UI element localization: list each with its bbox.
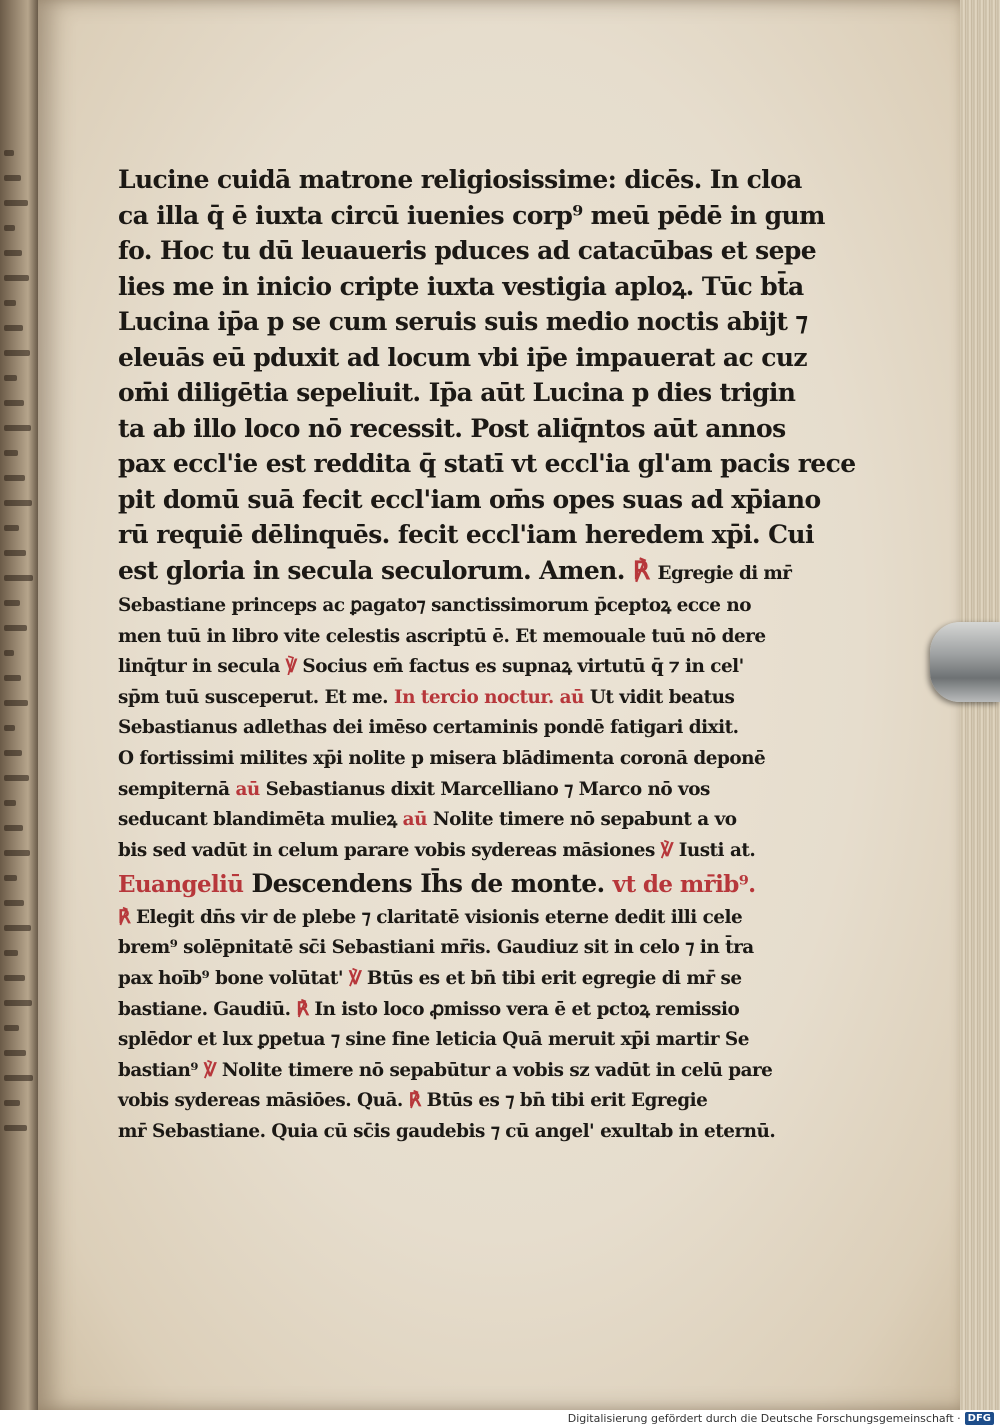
adjacent-text-fragment <box>4 600 20 606</box>
text-line: lies me in inicio cripte iuxta vestigia aploꝝ. Tūc bt̄a <box>118 271 804 301</box>
adjacent-text-fragment <box>4 950 18 956</box>
adjacent-text-fragment <box>4 700 28 706</box>
text-line <box>118 836 758 867</box>
line-text: Iusti at. <box>672 839 756 861</box>
text-line: Lucine cuidā matrone religiosissime: dicēs. In cloa <box>118 165 802 194</box>
text-line <box>118 903 758 934</box>
line-text: bastiane. Gaudiū. <box>118 998 297 1020</box>
adjacent-text-fragment <box>4 375 17 381</box>
rubric-text: In tercio noctur. aū <box>394 686 584 708</box>
adjacent-text-fragment <box>4 450 18 456</box>
adjacent-text-fragment <box>4 200 28 206</box>
adjacent-text-fragment <box>4 725 15 731</box>
adjacent-text-fragment <box>4 400 24 406</box>
adjacent-text-fragment <box>4 275 29 281</box>
adjacent-text-fragment <box>4 150 14 156</box>
adjacent-text-fragment <box>4 1125 27 1131</box>
text-line: om̄i diligētia sepeliuit. Ip̄a aūt Lucina p dies trigin <box>118 378 796 407</box>
line-text: vobis sydereas māsiōes. Quā. <box>118 1090 409 1112</box>
dfg-logo: DFG <box>965 1412 994 1425</box>
adjacent-text-fragment <box>4 1000 32 1006</box>
line-text: linq̄tur in secula <box>118 656 286 678</box>
line-text: Sebastianus dixit Marcelliano ⁊ Marco nō vos <box>259 778 710 800</box>
line-text: Sebastianus adlethas dei imēso certaminis pondē fatigari dixit. <box>118 717 739 739</box>
adjacent-text-fragment <box>4 1025 19 1031</box>
line-text: Nolite timere nō sepabunt a vo <box>426 809 737 831</box>
line-text: Nolite timere nō sepabūtur a vobis sz vadūt in celū pare <box>215 1059 773 1081</box>
adjacent-text-fragment <box>4 175 21 181</box>
text-line: pax eccl'ie est reddita q̄ statī vt eccl'ia gl'am pacis rece <box>118 449 856 478</box>
text-line <box>118 591 758 622</box>
line-text: sp̄m tuū susceperut. Et me. <box>118 686 394 708</box>
text-line: ta ab illo loco nō recessit. Post aliq̄ntos aūt annos <box>118 413 786 443</box>
adjacent-text-fragment <box>4 975 25 981</box>
rubric-response-mark: ℟ <box>632 555 650 585</box>
text-block <box>118 162 856 1148</box>
line-tail: Egregie di mr̄ <box>657 562 792 584</box>
adjacent-text-fragment <box>4 550 26 556</box>
footer-bar <box>0 1410 1000 1427</box>
text-line <box>118 683 758 714</box>
line-text: Sebastiane princeps ac ꝑagato⁊ sanctissimorum p̄ceptoꝝ ecce no <box>118 595 751 616</box>
rubric-text: ℟ <box>118 906 131 928</box>
line-text: bastian⁹ <box>118 1059 204 1081</box>
main-text <box>118 162 856 591</box>
text-line: pit domū suā fecit eccl'iam om̄s opes suas ad xp̄iano <box>118 484 821 514</box>
adjacent-text-fragment <box>4 1100 20 1106</box>
text-line <box>118 1025 758 1056</box>
text-line <box>118 713 758 744</box>
line-text: men tuū in libro vite celestis ascriptū ē. Et memouale tuū nō dere <box>118 625 766 647</box>
adjacent-text-fragment <box>4 475 25 481</box>
liturgical-text <box>118 591 776 1148</box>
adjacent-text-fragment <box>4 750 22 756</box>
line-text: Elegit dn̄s vir de plebe ⁊ claritatē visionis eterne dedit illi cele <box>130 906 743 928</box>
text-line <box>118 1056 773 1087</box>
adjacent-text-fragment <box>4 1050 26 1056</box>
line-text: mr̄ Sebastiane. Quia cū sc̄is gaudebis ⁊ cū angel' exultab in eternū. <box>118 1121 776 1142</box>
text-line: ca illa q̄ ē iuxta circū iuenies corp⁹ meū pēdē in gum <box>118 200 825 230</box>
adjacent-text-fragment <box>4 825 23 831</box>
adjacent-text-fragment <box>4 325 23 331</box>
adjacent-text-fragment <box>4 650 14 656</box>
text-line: Lucina ip̄a p se cum seruis suis medio noctis abijt ⁊ <box>118 307 808 336</box>
text-line <box>118 805 758 836</box>
rubric-text: Euangeliū <box>118 871 244 899</box>
adjacent-text-fragment <box>4 1075 33 1081</box>
adjacent-text-fragment <box>4 900 24 906</box>
rubric-text: ℣ <box>203 1059 216 1081</box>
page-clip <box>930 622 1000 702</box>
footer-text: Digitalisierung gefördert durch die Deutsche Forschungsgemeinschaft · <box>567 1412 961 1425</box>
text-line <box>118 652 758 683</box>
text-line <box>118 622 766 653</box>
line-text: In isto loco ꝓmisso vera ē et pctoꝝ remissio <box>308 998 740 1020</box>
text-line: rū requiē dēlinquēs. fecit eccl'iam heredem xp̄i. Cui <box>118 520 814 549</box>
adjacent-text-fragment <box>4 775 29 781</box>
adjacent-text-fragment <box>4 250 22 256</box>
line-text: seducant blandimēta mulieꝝ <box>118 809 403 831</box>
text-line <box>118 1086 758 1117</box>
line-text: sempiternā <box>118 778 236 800</box>
adjacent-text-fragment <box>4 300 16 306</box>
line-text: splēdor et lux ꝑpetua ⁊ sine fine leticia Quā meruit xp̄i martir Se <box>118 1029 749 1051</box>
adjacent-text-fragment <box>4 425 31 431</box>
gospel-line <box>118 866 758 903</box>
line-text: Btūs es ⁊ bn̄ tibi erit Egregie <box>420 1090 708 1112</box>
rubric-text: ℟ <box>408 1090 421 1112</box>
text-line-last <box>118 553 792 592</box>
line-text: Ut vidit beatus <box>583 686 735 708</box>
rubric-text: vt de mr̄ib⁹. <box>612 871 756 899</box>
rubric-text: aū <box>402 809 427 831</box>
text-line <box>118 995 758 1026</box>
adjacent-text-fragment <box>4 225 15 231</box>
adjacent-text-fragment <box>4 675 21 681</box>
line-text: Socius em̄ factus es supnaꝝ virtutū q̄ ⁊ in cel' <box>296 656 744 678</box>
rubric-text: ℟ <box>296 998 309 1020</box>
line-text: pax hoīb⁹ bone volūtat' <box>118 968 349 990</box>
adjacent-text-fragment <box>4 575 33 581</box>
rubric-text: ℣ <box>348 968 362 990</box>
page-edges <box>960 0 1000 1410</box>
adjacent-text-fragment <box>4 525 19 531</box>
adjacent-text-fragment <box>4 625 27 631</box>
line-text: Btūs es et bn̄ tibi erit egregie di mr̄ se <box>361 968 742 990</box>
text-line <box>118 933 758 964</box>
adjacent-page-edge <box>0 0 40 1410</box>
adjacent-text-fragment <box>4 350 30 356</box>
adjacent-text-fragment <box>4 800 16 806</box>
line-text: bis sed vadūt in celum parare vobis sydereas māsiones <box>118 839 661 861</box>
text-line: fo. Hoc tu dū leuaueris pduces ad catacūbas et sepe <box>118 236 817 265</box>
rubric-text: ℣ <box>285 656 297 678</box>
line-text: est gloria in secula seculorum. Amen. <box>118 555 625 585</box>
adjacent-text-fragment <box>4 850 30 856</box>
adjacent-text-fragment <box>4 925 31 931</box>
text-line <box>118 744 766 775</box>
text-line <box>118 1117 776 1148</box>
adjacent-text-fragment <box>4 875 17 881</box>
text-line: eleuās eū pduxit ad locum vbi ip̄e impauerat ac cuz <box>118 342 807 372</box>
text-line <box>118 775 758 806</box>
adjacent-text-fragment <box>4 500 32 506</box>
line-text: O fortissimi milites xp̄i nolite p misera blādimenta coronā deponē <box>118 747 766 769</box>
rubric-text: ℣ <box>660 839 673 861</box>
line-text: Descendens Ih̄s de monte. <box>243 869 613 899</box>
rubric-text: aū <box>235 778 260 800</box>
text-line <box>118 964 758 995</box>
line-text: brem⁹ solēpnitatē sc̄i Sebastiani mr̄is. Gaudiuz sit in celo ⁊ in t̄ra <box>118 937 754 959</box>
